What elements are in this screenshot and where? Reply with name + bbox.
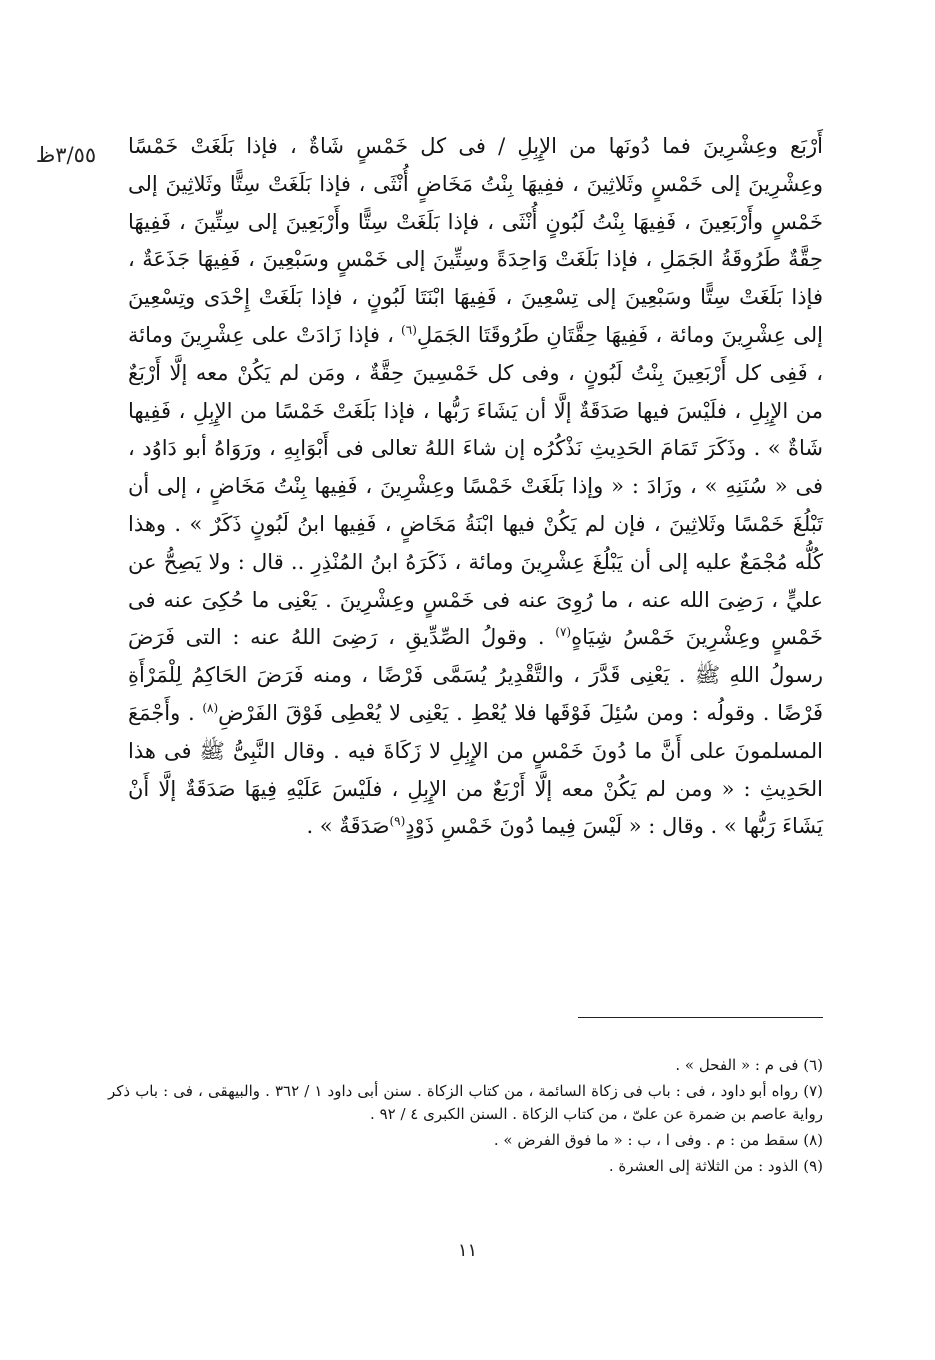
- text-segment: . وقولُ الصِّدِّيقِ ، رَضِىَ اللهُ عنه : التى فَرَضَ رسولُ اللهِ ﷺ . يَعْنِى قَدَّرَ ، والتَّقْدِيرُ يُسَمَّى فَرْضًا ، ومنه فَرَضَ الحَاكِمُ لِلْمَرْأَةِ فَرْضًا . وقولُه : ومن سُئِلَ فَوْقَها فلا يُعْطِ . يَعْنِى لا يُعْطِى فَوْقَ الفَرْضِ: [128, 625, 824, 725]
- text-segment: أَرْبَع وعِشْرِينَ فما دُونَها من الإِبِلِ / فى كل خَمْسٍ شَاةٌ ، فإذا بَلَغَتْ خَمْسًا وعِشْرِينَ إلى خَمْسٍ وثَلاثِينَ ، ففِيهَا بِنْتُ مَخَاضٍ أُنْثَى ، فإذا بَلَغَتْ سِتًّا وثَلاثِينَ إلى خَمْسٍ وأَرْبَعِينَ ، فَفِيهَا بِنْتُ لَبُونٍ أُنْثَى ، فإذا بَلَغَتْ سِتًّا وأَرْبَعِينَ إلى سِتِّينَ ، فَفِيهَا حِقَّةٌ طَرُوقَةُ الجَمَلِ ، فإذا بَلَغَتْ وَاحِدَةً وسِتِّينَ إلى خَمْسٍ وسَبْعِينَ ، فَفِيهَا جَذَعَةٌ ، فإذا بَلَغَتْ سِتًّا وسَبْعِينَ إلى تِسْعِينَ ، فَفِيهَا ابْنَتَا لَبُونٍ ، فإذا بَلَغَتْ إِحْدَى وتِسْعِينَ إلى عِشْرِينَ ومائة ، فَفِيهَا حِقَّتَانِ طَرُوقَتَا الجَمَلِ: [128, 134, 824, 347]
- footnote-9: (٩) الذود : من الثلاثة إلى العشرة .: [608, 1157, 823, 1175]
- footnote-7: (٧) رواه أبو داود ، فى : باب فى زكاة السائمة ، من كتاب الزكاة . سنن أبى داود ١ / ٣٦٢ . والبيهقى ، فى : باب ذكر رواية عاصم بن ضمرة عن علىّ ، من كتاب الزكاة . السنن الكبرى ٤ / ٩٢ .: [108, 1082, 823, 1123]
- footnote-marker-6[interactable]: (٦): [401, 322, 417, 337]
- footnote-divider: [578, 1017, 823, 1018]
- footnote-marker-8[interactable]: (٨): [202, 700, 219, 715]
- footnote-marker-7[interactable]: (٧): [555, 625, 572, 640]
- text-segment: صَدَقَةٌ » .: [306, 814, 390, 839]
- text-segment: ، فإذا زَادَتْ على عِشْرِينَ ومائة ، فَفِى كل أَرْبَعِينَ بِنْتُ لَبُونٍ ، وفى كل خَمْسِينَ حِقَّةٌ ، ومَن لم يَكُنْ معه إلَّا أَرْبَعٌ من الإِبِلِ ، فلَيْسَ فيها صَدَقَةٌ إلَّا أن يَشَاءَ رَبُّها ، فإذا بَلَغَتْ خَمْسًا من الإِبِلِ ، فَفِيها شَاةٌ » . وذَكَرَ تَمَامَ الحَدِيثِ نَذْكُرُه إن شاءَ اللهُ تعالى فى أَبْوَابِهِ ، ورَوَاهُ أبو دَاوُد ، فى « سُنَنِهِ » ، وزَادَ : « وإذا بَلَغَتْ خَمْسًا وعِشْرِينَ ، فَفِيها بِنْتُ مَخَاضٍ ، إلى أن تَبْلُغَ خَمْسًا وثَلاثِينَ ، فإن لم يَكُنْ فيها ابْنَةُ مَخَاضٍ ، فَفِيها ابنُ لَبُونٍ ذَكَرٌ » . وهذا كُلُّه مُجْمَعٌ عليه إلى أن يَبْلُغَ عِشْرِينَ ومائة ، ذَكَرَهُ ابنُ المُنْذِرِ .. قال : ولا يَصِحُّ عن عليٍّ ، رَضِىَ الله عنه ، ما رُوِىَ عنه فى خَمْسٍ وعِشْرِينَ . يَعْنِى ما حُكِىَ عنه فى خَمْسٍ وعِشْرِينَ خَمْسُ شِيَاهٍ: [128, 322, 823, 650]
- footnotes-section: [108, 1054, 823, 1181]
- footnote-6: (٦) فى م : « الفحل » .: [675, 1056, 823, 1074]
- manuscript-folio-note: ٣/٥٥ظ: [35, 143, 97, 167]
- footnote-marker-9[interactable]: (٩): [389, 814, 406, 829]
- text-segment: . وأَجْمَعَ المسلمونَ على أَنَّ ما دُونَ خَمْسٍ من الإِبِلِ لا زَكَاةَ فيه . وقال النَّبِىُّ ﷺ فى هذا الحَدِيثِ : « ومن لم يَكُنْ معه إلَّا أَرْبَعٌ من الإِبِلِ ، فلَيْسَ عَلَيْهِ فِيهَا صَدَقَةٌ إلَّا أَنْ يَشَاءَ رَبُّها » . وقال : « لَيْسَ فِيما دُونَ خَمْسِ ذَوْدٍ: [128, 700, 823, 839]
- page-number: ١١: [457, 1240, 478, 1261]
- main-text-block: [128, 128, 823, 846]
- footnote-8: (٨) سقط من : م . وفى ا ، ب : « ما فوق الفرض » .: [493, 1131, 823, 1149]
- main-paragraph: [128, 128, 823, 846]
